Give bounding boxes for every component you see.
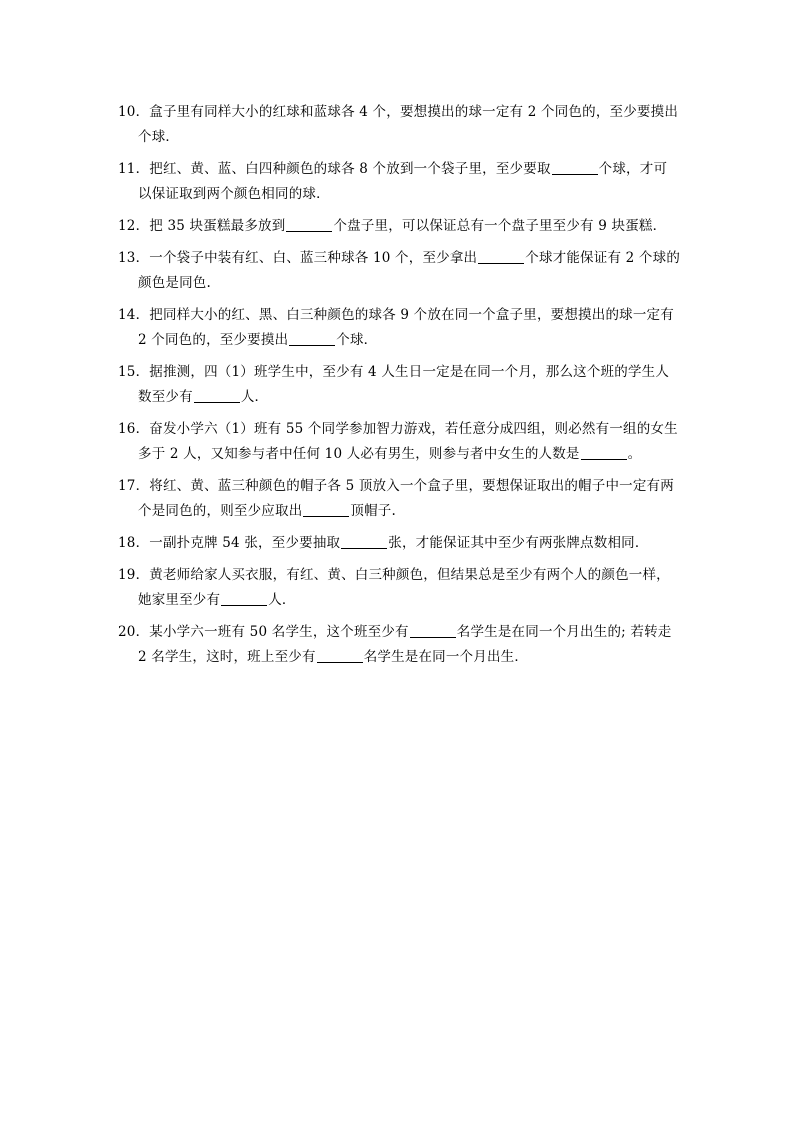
question-line [118, 385, 678, 410]
question-text: 。 [627, 446, 642, 462]
question-text: 张，才能保证其中至少有两张牌点数相同． [388, 535, 649, 551]
question-20 [118, 620, 678, 670]
question-14 [118, 303, 678, 353]
question-text: 20．某小学六一班有 50 名学生，这个班至少有 [118, 624, 409, 640]
question-13 [118, 246, 681, 296]
question-line [118, 214, 678, 239]
question-text: 颜色是同色. [138, 275, 211, 291]
answer-blank[interactable] [410, 623, 456, 638]
question-text: 个盘子里，可以保证总有一个盘子里至少有 9 块蛋糕． [333, 218, 667, 234]
question-text: 10．盒子里有同样大小的红球和蓝球各 4 个，要想摸出的球一定有 2 个同色的，至少要摸出 [118, 104, 679, 120]
question-text: 17．将红、黄、蓝三种颜色的帽子各 5 顶放入一个盒子里，要想保证取出的帽子中一定有两 [118, 478, 674, 494]
question-text: 个球． [138, 129, 180, 145]
question-text: 12．把 35 块蛋糕最多放到 [118, 218, 286, 234]
answer-blank[interactable] [341, 534, 387, 549]
answer-blank[interactable] [552, 160, 598, 175]
question-line [118, 563, 678, 588]
question-19 [118, 563, 678, 613]
question-line [118, 620, 678, 645]
question-line [118, 157, 678, 182]
question-line [118, 588, 678, 613]
question-text: 人． [268, 592, 296, 608]
question-text: 多于 2 人，又知参与者中任何 10 人必有男生，则参与者中女生的人数是 [138, 446, 580, 462]
question-text: 人． [240, 389, 269, 405]
question-line [118, 645, 678, 670]
question-12 [118, 214, 678, 239]
question-text: 18．一副扑克牌 54 张，至少要抽取 [118, 535, 341, 551]
answer-blank[interactable] [221, 591, 267, 606]
question-text: 数至少有 [138, 389, 193, 405]
question-text: 名学生是在同一个月出生的; 若转走 [456, 624, 672, 640]
question-line [118, 474, 678, 499]
question-text: 11．把红、黄、蓝、白四种颜色的球各 8 个放到一个袋子里，至少要取 [118, 161, 551, 177]
question-text: 14．把同样大小的红、黑、白三种颜色的球各 9 个放在同一个盒子里，要想摸出的球一定有 [118, 307, 674, 323]
question-line [118, 328, 678, 353]
question-text: 15．据推测，四（1）班学生中，至少有 4 人生日一定是在同一个月，那么这个班的学生人 [118, 364, 670, 380]
question-18 [118, 531, 678, 556]
question-text: 顶帽子. [350, 503, 396, 519]
question-text: 她家里至少有 [138, 592, 221, 608]
question-17 [118, 474, 678, 524]
question-text: 个球． [336, 332, 378, 348]
answer-blank[interactable] [317, 648, 363, 663]
question-text: 13．一个袋子中装有红、白、蓝三种球各 10 个，至少拿出 [118, 250, 478, 266]
question-text: 个是同色的，则至少应取出 [138, 503, 303, 519]
question-line [118, 303, 678, 328]
question-10 [118, 100, 678, 150]
question-line [118, 360, 678, 385]
question-text: 以保证取到两个颜色相同的球． [138, 186, 330, 202]
question-line [118, 417, 678, 442]
answer-blank[interactable] [194, 388, 240, 403]
question-line [118, 271, 678, 296]
answer-blank[interactable] [289, 331, 335, 346]
answer-blank[interactable] [478, 249, 524, 264]
question-line [118, 442, 678, 467]
answer-blank[interactable] [303, 502, 349, 517]
question-text: 个球，才可 [598, 161, 668, 177]
question-text: 2 个同色的，至少要摸出 [138, 332, 289, 348]
question-list [118, 100, 681, 677]
question-15 [118, 360, 678, 410]
answer-blank[interactable] [581, 445, 627, 460]
question-text: 个球才能保证有 2 个球的 [525, 250, 681, 266]
question-line [118, 182, 678, 207]
question-16 [118, 417, 678, 467]
question-line [118, 499, 678, 524]
answer-blank[interactable] [286, 217, 332, 232]
question-11 [118, 157, 678, 207]
question-line [118, 125, 678, 150]
question-text: 19．黄老师给家人买衣服，有红、黄、白三种颜色，但结果总是至少有两个人的颜色一样， [118, 567, 670, 583]
question-text: 2 名学生，这时，班上至少有 [138, 649, 316, 665]
question-line [118, 246, 681, 271]
question-text: 16．奋发小学六（1）班有 55 个同学参加智力游戏，若任意分成四组，则必然有一组的女生 [118, 421, 678, 437]
question-text: 名学生是在同一个月出生． [363, 649, 529, 665]
question-line [118, 100, 678, 125]
question-line [118, 531, 678, 556]
